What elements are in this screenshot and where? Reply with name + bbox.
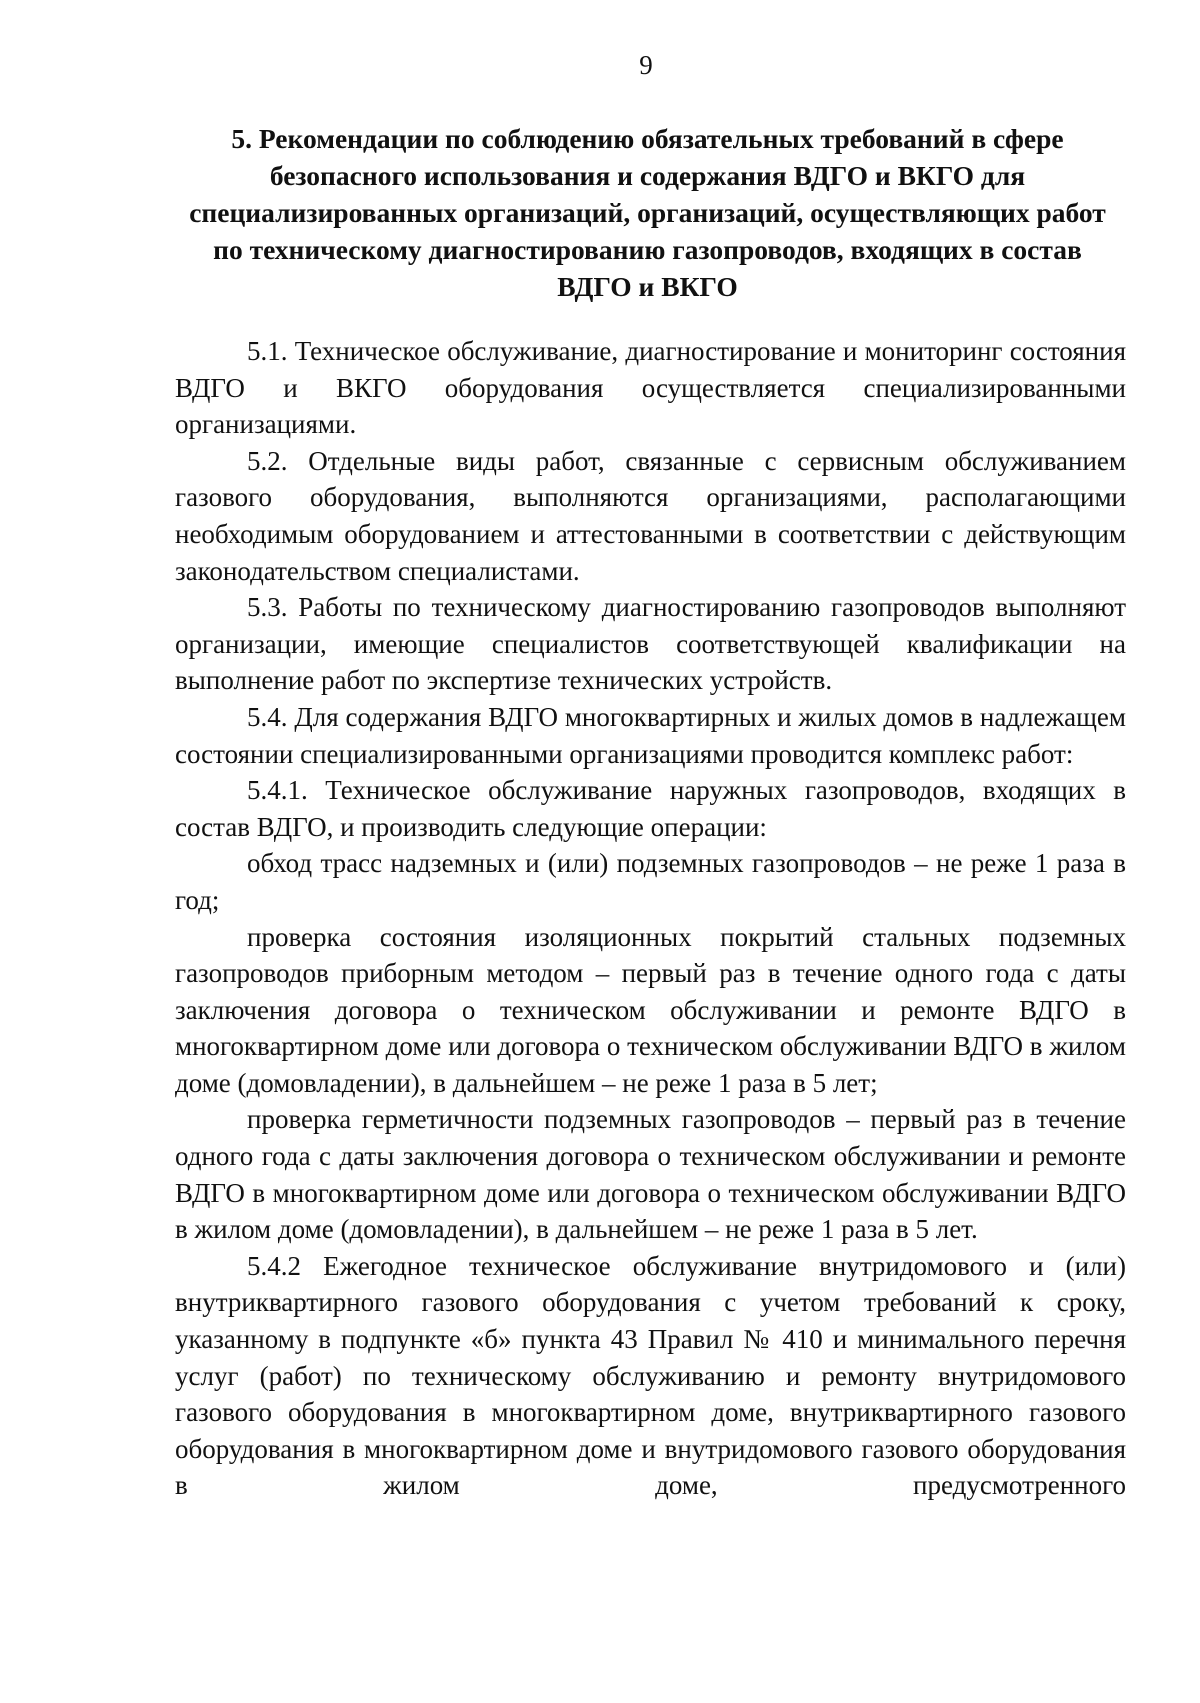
section-heading: 5. Рекомендации по соблюдению обязательных требований в сфере безопасного использования и содержания ВДГО и ВКГО для специализированных организаций, организаций, осуществляющих работ по техническому диагностированию газопроводов, входящих в состав ВДГО и ВКГО bbox=[189, 123, 1106, 302]
document-body bbox=[175, 333, 1126, 1504]
paragraph-5-4-1: 5.4.1. Техническое обслуживание наружных газопроводов, входящих в состав ВДГО, и производить следующие операции: bbox=[175, 775, 1126, 842]
paragraph-5-3: 5.3. Работы по техническому диагностированию газопроводов выполняют организации, имеющие специалистов соответствующей квалификации на выполнение работ по экспертизе технических устройств. bbox=[175, 592, 1126, 696]
paragraph-5-4: 5.4. Для содержания ВДГО многоквартирных и жилых домов в надлежащем состоянии специализированными организациями проводится комплекс работ: bbox=[175, 701, 1126, 769]
list-item-insulation-check: проверка состояния изоляционных покрытий стальных подземных газопроводов приборным методом – первый раз в течение одного года с даты заключения договора о техническом обслуживании и ремонте ВДГО в многоквартирном доме или договора о техническом обслуживании ВДГО в жилом доме (домовладении), в дальнейшем – не реже 1 раза в 5 лет; bbox=[175, 921, 1126, 1098]
list-item-tightness-check: проверка герметичности подземных газопроводов – первый раз в течение одного года с даты заключения договора о техническом обслуживании и ремонте ВДГО в многоквартирном доме или договора о техническом обслуживании ВДГО в жилом доме (домовладении), в дальнейшем – не реже 1 раза в 5 лет. bbox=[175, 1104, 1126, 1245]
paragraph-5-1: 5.1. Техническое обслуживание, диагностирование и мониторинг состояния ВДГО и ВКГО оборудования осуществляется специализированными организациями. bbox=[175, 336, 1126, 440]
paragraph-5-4-2: 5.4.2 Ежегодное техническое обслуживание внутридомового и (или) внутриквартирного газового оборудования с учетом требований к сроку, указанному в подпункте «б» пункта 43 Правил № 410 и минимального перечня услуг (работ) по техническому обслуживанию и ремонту внутридомового газового оборудования в многоквартирном доме, внутриквартирного газового оборудования в многоквартирном доме и внутридомового газового оборудования в жилом доме, предусмотренного bbox=[175, 1250, 1126, 1501]
paragraph-5-2: 5.2. Отдельные виды работ, связанные с сервисным обслуживанием газового оборудования, выполняются организациями, располагающими необходимым оборудованием и аттестованными в соответствии с действующим законодательством специалистами. bbox=[175, 445, 1126, 586]
page-number: 9 bbox=[639, 50, 653, 80]
list-item-route-inspection: обход трасс надземных и (или) подземных газопроводов – не реже 1 раза в год; bbox=[175, 848, 1126, 915]
